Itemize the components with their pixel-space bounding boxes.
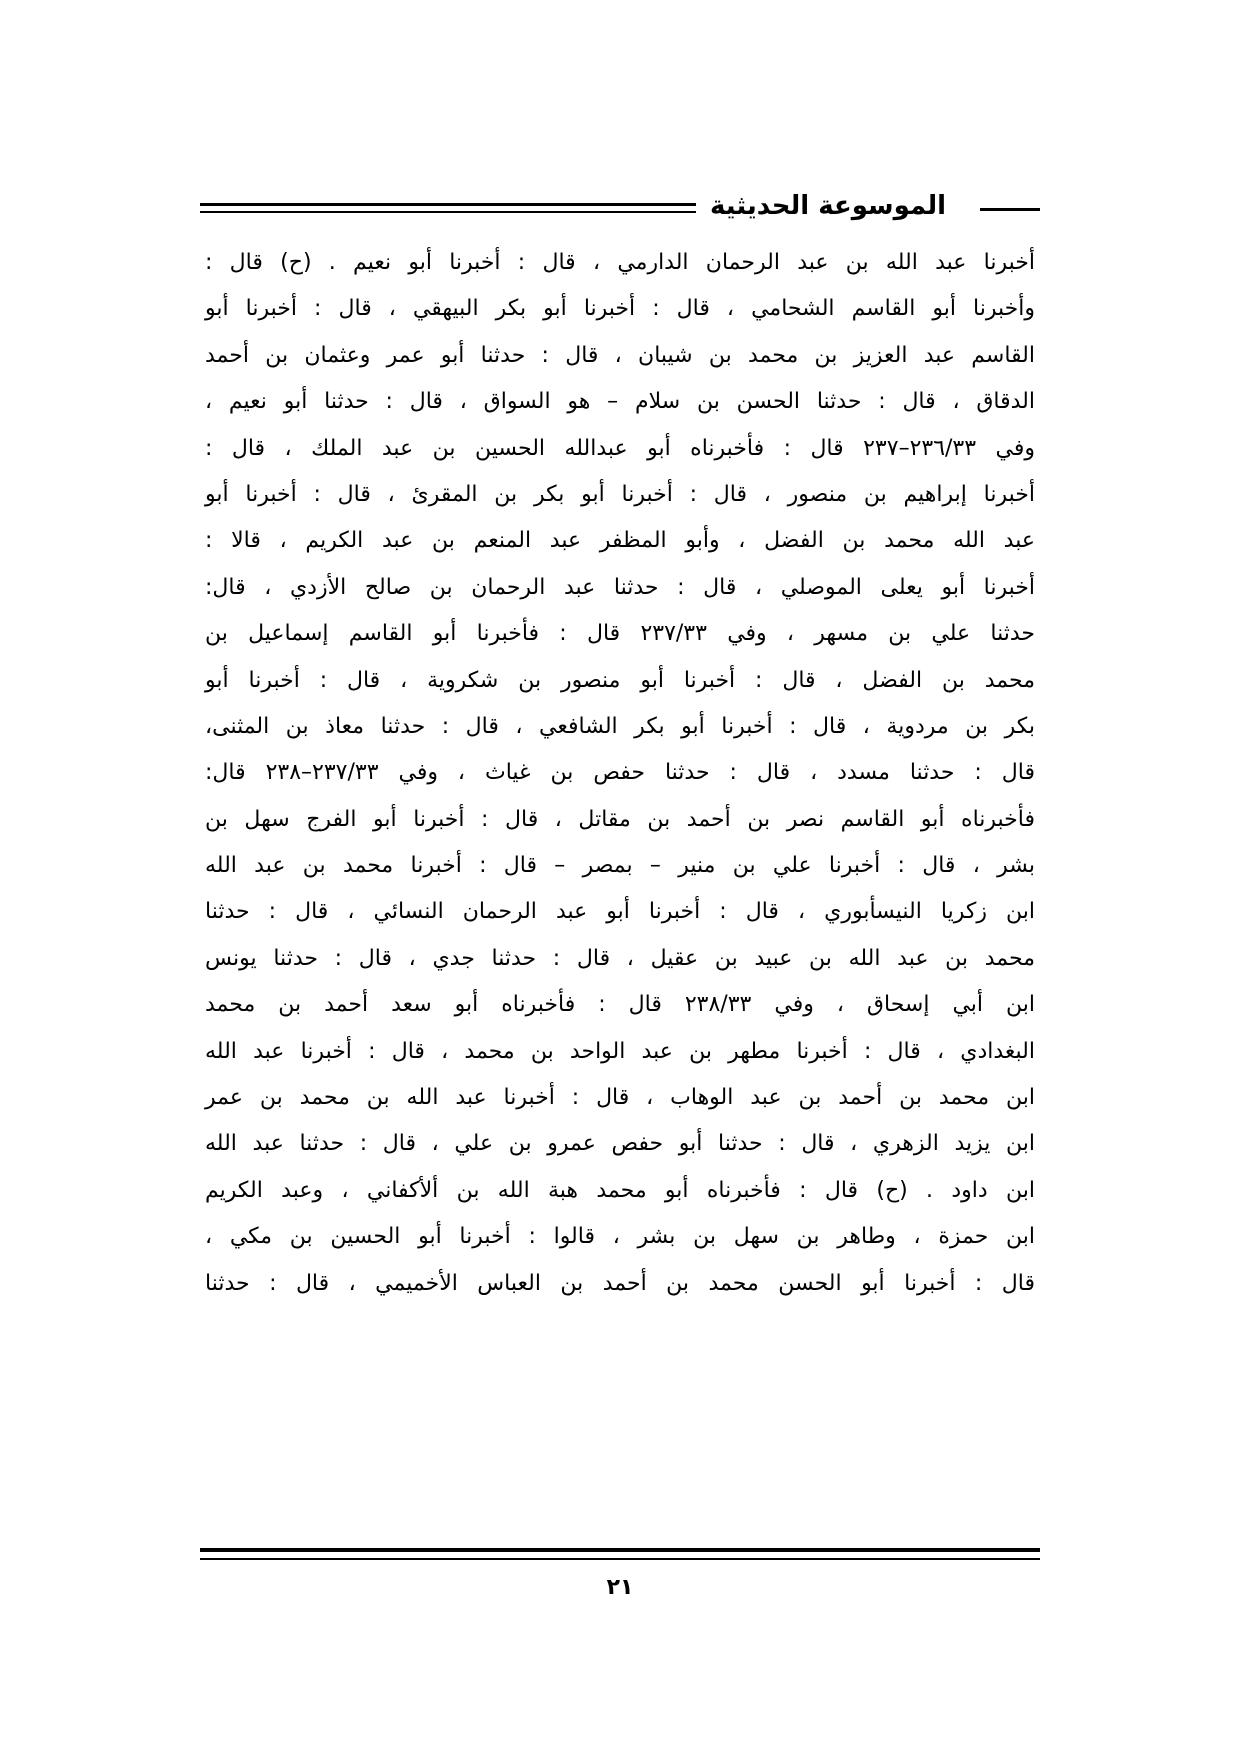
text-line: عبد الله محمد بن الفضل ، وأبو المظفر عبد المنعم بن عبد الكريم ، قالا : xyxy=(205,528,1035,554)
text-line: وفي ٢٣٦/٣٣–٢٣٧ قال : فأخبرناه أبو عبدالله الحسين بن عبد الملك ، قال : xyxy=(205,435,1035,461)
text-line: أخبرنا عبد الله بن عبد الرحمان الدارمي ، قال : أخبرنا أبو نعيم . (ح) قال : xyxy=(205,250,1035,275)
text-line: القاسم عبد العزيز بن محمد بن شيبان ، قال : حدثنا أبو عمر وعثمان بن أحمد xyxy=(205,342,1035,368)
text-line: محمد بن الفضل ، قال : أخبرنا أبو منصور بن شكروية ، قال : أخبرنا أبو xyxy=(205,667,1035,693)
text-line: ابن يزيد الزهري ، قال : حدثنا أبو حفص عمرو بن علي ، قال : حدثنا عبد الله xyxy=(205,1131,1035,1157)
text-line: فأخبرناه أبو القاسم نصر بن أحمد بن مقاتل ، قال : أخبرنا أبو الفرج سهل بن xyxy=(205,806,1035,832)
text-line: محمد بن عبد الله بن عبيد بن عقيل ، قال : حدثنا جدي ، قال : حدثنا يونس xyxy=(205,945,1035,971)
text-line: أخبرنا إبراهيم بن منصور ، قال : أخبرنا أبو بكر بن المقرئ ، قال : أخبرنا أبو xyxy=(205,481,1035,507)
text-line: حدثنا علي بن مسهر ، وفي ٢٣٧/٣٣ قال : فأخبرنا أبو القاسم إسماعيل بن xyxy=(205,621,1035,647)
text-line: ابن زكريا النيسأبوري ، قال : أخبرنا أبو عبد الرحمان النسائي ، قال : حدثنا xyxy=(205,899,1035,925)
page-header xyxy=(200,186,1040,226)
text-line: أخبرنا أبو يعلى الموصلي ، قال : حدثنا عبد الرحمان بن صالح الأزدي ، قال: xyxy=(205,574,1035,600)
text-line: قال : أخبرنا أبو الحسن محمد بن أحمد بن العباس الأخميمي ، قال : حدثنا xyxy=(205,1270,1035,1296)
header-rule-double xyxy=(200,203,720,213)
header-rule-single xyxy=(980,208,1040,211)
page-number: ٢١ xyxy=(606,1575,634,1600)
text-line: بكر بن مردوية ، قال : أخبرنا أبو بكر الشافعي ، قال : حدثنا معاذ بن المثنى، xyxy=(205,713,1035,739)
text-line: الدقاق ، قال : حدثنا الحسن بن سلام – هو السواق ، قال : حدثنا أبو نعيم ، xyxy=(205,389,1035,415)
text-line: ابن محمد بن أحمد بن عبد الوهاب ، قال : أخبرنا عبد الله بن محمد بن عمر xyxy=(205,1085,1035,1111)
text-line: قال : حدثنا مسدد ، قال : حدثنا حفص بن غياث ، وفي ٢٣٧/٣٣–٢٣٨ قال: xyxy=(205,760,1035,786)
footer-rule-double xyxy=(200,1548,1040,1560)
text-line: ابن حمزة ، وطاهر بن سهل بن بشر ، قالوا : أخبرنا أبو الحسين بن مكي ، xyxy=(205,1224,1035,1250)
text-line: ابن داود . (ح) قال : فأخبرناه أبو محمد هبة الله بن ألأكفاني ، وعبد الكريم xyxy=(205,1177,1035,1203)
text-line: وأخبرنا أبو القاسم الشحامي ، قال : أخبرنا أبو بكر البيهقي ، قال : أخبرنا أبو xyxy=(205,296,1035,322)
text-line: ابن أبي إسحاق ، وفي ٢٣٨/٣٣ قال : فأخبرناه أبو سعد أحمد بن محمد xyxy=(205,992,1036,1018)
running-title: الموسوعة الحديثية xyxy=(696,186,960,226)
body-text xyxy=(205,240,1035,1307)
text-line: بشر ، قال : أخبرنا علي بن منير – بمصر – قال : أخبرنا محمد بن عبد الله xyxy=(205,853,1035,879)
text-line: البغدادي ، قال : أخبرنا مطهر بن عبد الواحد بن محمد ، قال : أخبرنا عبد الله xyxy=(205,1038,1035,1064)
